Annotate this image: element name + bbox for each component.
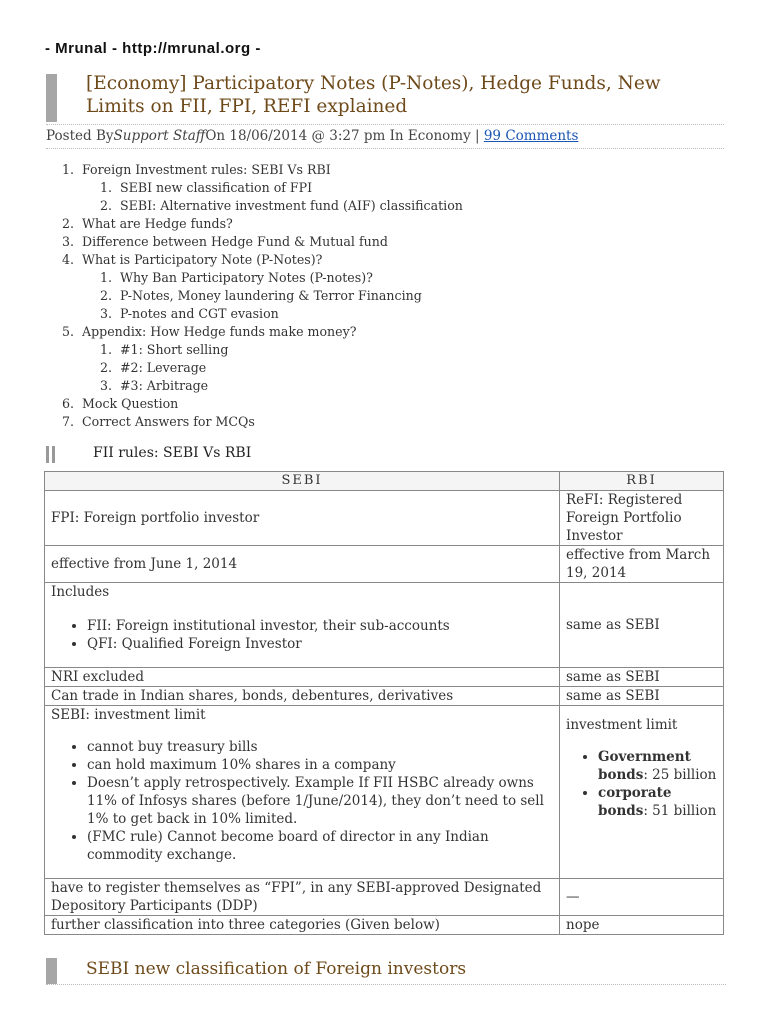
- section-divider: [46, 984, 726, 985]
- toc-item[interactable]: 6. Mock Question: [62, 396, 179, 411]
- table-of-contents: [62, 161, 463, 431]
- list-item: • QFI: Qualified Foreign Investor: [87, 635, 553, 653]
- title-accent-bar: [46, 74, 57, 122]
- rbi-cell: —: [560, 879, 724, 916]
- column-header-rbi: RBI: [560, 472, 724, 491]
- meta-divider: [46, 148, 724, 149]
- sebi-cell: Can trade in Indian shares, bonds, debentures, derivatives: [45, 687, 560, 706]
- list-item: • cannot buy treasury bills: [87, 738, 553, 756]
- toc-item[interactable]: 1. Foreign Investment rules: SEBI Vs RBI: [62, 162, 331, 177]
- toc-item[interactable]: 2. SEBI: Alternative investment fund (AIF) classification: [100, 198, 463, 213]
- section-accent-bar: [46, 958, 57, 984]
- sebi-cell: [45, 706, 560, 879]
- cell-intro: investment limit: [566, 717, 678, 733]
- toc-item[interactable]: 5. Appendix: How Hedge funds make money?: [62, 324, 357, 339]
- rbi-cell: effective from March 19, 2014: [560, 546, 724, 583]
- toc-item[interactable]: 2. What are Hedge funds?: [62, 216, 233, 231]
- section-accent-bar: [46, 446, 49, 463]
- toc-item[interactable]: 4. What is Participatory Note (P-Notes)?: [62, 252, 323, 267]
- section-accent-bar: [52, 446, 55, 463]
- sebi-cell: have to register themselves as “FPI”, in any SEBI-approved Designated Depository Participants (DDP): [45, 879, 560, 916]
- rbi-cell: ReFI: Registered Foreign Portfolio Investor: [560, 491, 724, 546]
- post-meta: [46, 124, 724, 144]
- rbi-cell: same as SEBI: [560, 583, 724, 668]
- table-row: [45, 687, 724, 706]
- list-item: • Government bonds: 25 billion: [598, 748, 717, 784]
- table-row: [45, 668, 724, 687]
- column-header-sebi: SEBI: [45, 472, 560, 491]
- post-author: Support Staff: [113, 128, 206, 144]
- table-row: [45, 491, 724, 546]
- sebi-cell: effective from June 1, 2014: [45, 546, 560, 583]
- list-item: • (FMC rule) Cannot become board of director in any Indian commodity exchange.: [87, 828, 553, 864]
- toc-item[interactable]: 3. #3: Arbitrage: [100, 378, 209, 393]
- cell-intro: Includes: [51, 584, 110, 600]
- post-title: [Economy] Participatory Notes (P-Notes), Hedge Funds, New Limits on FII, FPI, REFI explained: [86, 73, 661, 117]
- table-row: [45, 583, 724, 668]
- sebi-cell: FPI: Foreign portfolio investor: [45, 491, 560, 546]
- table-row: [45, 916, 724, 935]
- toc-item[interactable]: 1. SEBI new classification of FPI: [100, 180, 313, 195]
- posted-by-label: Posted By: [46, 128, 114, 144]
- comments-link[interactable]: 99 Comments: [483, 128, 579, 144]
- site-header: - Mrunal - http://mrunal.org -: [45, 40, 261, 57]
- table-header-row: [45, 472, 724, 491]
- list-item: • corporate bonds: 51 billion: [598, 784, 717, 820]
- sebi-cell: further classification into three categories (Given below): [45, 916, 560, 935]
- toc-item[interactable]: 3. P-notes and CGT evasion: [100, 306, 279, 321]
- toc-item[interactable]: 2. #2: Leverage: [100, 360, 207, 375]
- cell-intro: SEBI: investment limit: [51, 707, 206, 723]
- toc-item[interactable]: 7. Correct Answers for MCQs: [62, 414, 255, 429]
- sebi-cell: NRI excluded: [45, 668, 560, 687]
- table-row: [45, 879, 724, 916]
- toc-item[interactable]: 2. P-Notes, Money laundering & Terror Financing: [100, 288, 422, 303]
- toc-item[interactable]: 1. #1: Short selling: [100, 342, 229, 357]
- rbi-cell: same as SEBI: [560, 687, 724, 706]
- list-item: • Doesn’t apply retrospectively. Example If FII HSBC already owns 11% of Infosys shares (before 1/June/2014), they don’t need to sell 1% to get back in 10% limited.: [87, 774, 553, 828]
- post-title-block: [46, 72, 724, 118]
- sebi-cell: [45, 583, 560, 668]
- post-date: On 18/06/2014 @ 3:27 pm In Economy |: [205, 128, 484, 144]
- next-section-title: SEBI new classification of Foreign investors: [86, 959, 467, 979]
- rbi-list: [566, 748, 717, 820]
- sebi-list: [51, 617, 553, 653]
- section-title: FII rules: SEBI Vs RBI: [93, 445, 252, 461]
- table-row: [45, 546, 724, 583]
- list-item: • FII: Foreign institutional investor, their sub-accounts: [87, 617, 553, 635]
- list-item: • can hold maximum 10% shares in a company: [87, 756, 553, 774]
- rbi-cell: nope: [560, 916, 724, 935]
- toc-item[interactable]: 3. Difference between Hedge Fund & Mutual fund: [62, 234, 388, 249]
- toc-item[interactable]: 1. Why Ban Participatory Notes (P-notes)?: [100, 270, 373, 285]
- table-row: [45, 706, 724, 879]
- rbi-cell: same as SEBI: [560, 668, 724, 687]
- fii-rules-table: [44, 471, 724, 935]
- rbi-cell: [560, 706, 724, 879]
- sebi-list: [51, 738, 553, 864]
